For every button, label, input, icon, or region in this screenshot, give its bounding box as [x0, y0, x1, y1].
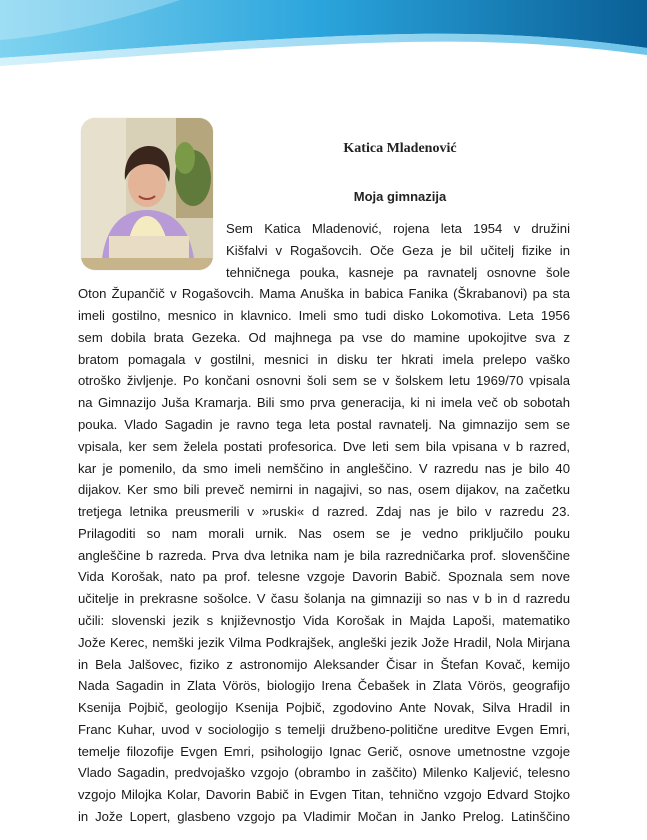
body-line: otroško življenje. Po končani osnovni šoli sem se v šolskem letu 1969/70 vpisala — [78, 373, 570, 388]
body-line: temelje filozofije Evgen Emri, psihologijo Ignac Gerič, osnove umetnostne vzgoje — [78, 744, 570, 759]
body-line: in Bela Jalšovec, fiziko z astronomijo Aleksander Čisar in Štefan Kovač, kemijo — [78, 657, 570, 672]
body-line: vpisala, ker sem želela postati profesorica. Dve leti sem bila vpisana v b razred, — [78, 439, 570, 454]
article-title: Katica Mladenović — [343, 141, 457, 156]
body-line: vzgojo Milojka Kolar, Davorin Babič in Evgen Titan, tehnično vzgojo Edvard Stojko — [78, 787, 570, 802]
body-line: bratom pomagala v gostilni, mesnici in disku ter hkrati imela prelepo vaško — [78, 352, 570, 367]
body-line: tretjega letnika preusmerili v »ruski« d razred. Zdaj nas je bilo v razredu 23. — [78, 504, 570, 519]
body-line: Vlado Sagadin, predvojaško vzgojo (obrambo in zaščito) Milenko Kaljević, telesno — [78, 765, 570, 780]
author-photo — [81, 118, 213, 270]
body-line: pouka. Vlado Sagadin je ravno tega leta postal ravnatelj. Na gimnazijo sem se — [78, 417, 570, 432]
body-line: učili: slovenski jezik s književnostjo Vida Korošak in Majda Lapoši, matematiko — [78, 613, 570, 628]
body-line: Vida Korošak, nato pa prof. telesne vzgoje Davorin Babič. Spoznala sem nove — [78, 569, 570, 584]
body-line: tehničnega pouka, kasneje pa ravnatelj osnovne šole — [226, 265, 570, 280]
body-line: Kišfalvi v Rogašovcih. Oče Geza je bil učitelj fizike in — [226, 243, 570, 258]
body-line: na Gimnazijo Juša Kramarja. Bili smo prva generacija, ki ni imela več ob sobotah — [78, 395, 570, 410]
body-line: Oton Župančič v Rogašovcih. Mama Anuška in babica Fanika (Škrabanovi) pa sta — [78, 286, 570, 301]
body-line: angleščine b razreda. Prva dva letnika nam je bila razredničarka prof. slovenščine — [78, 548, 570, 563]
body-line: učitelje in prekrasne sošolce. V času šolanja na gimnaziji so nas v b in d razredu — [78, 591, 570, 606]
body-line: dijakov. Ker smo bili preveč nemirni in nagajivi, so nas, osem dijakov, na začetku — [78, 482, 570, 497]
header-decoration — [0, 0, 647, 70]
body-line: Nada Sagadin in Zlata Vörös, biologijo Irena Čebašek in Zlata Vörös, geografijo — [78, 678, 570, 693]
body-line: Jože Kerec, nemški jezik Vilma Podkrajšek, angleški jezik Jože Hradil, Nola Mirjana — [78, 635, 570, 650]
body-line: kar je pomenilo, da smo imeli nemščino in angleščino. V razredu nas je bilo 40 — [78, 461, 570, 476]
body-line: imeli gostilno, mesnico in klavnico. Imeli smo tudi disko Lokomotiva. Leta 1956 — [78, 308, 570, 323]
body-line: Ksenija Pojbič, geologijo Ksenija Pojbič, zgodovino Ante Novak, Silva Hradil in — [78, 700, 570, 715]
body-line: Sem Katica Mladenović, rojena leta 1954 v družini — [226, 221, 570, 236]
body-line: Prilagoditi so nam morali urnik. Nas osem se je vedno priključilo pouku — [78, 526, 570, 541]
article-subtitle: Moja gimnazija — [353, 189, 447, 204]
portrait-photo-icon — [81, 118, 213, 270]
body-line: in Jože Lopert, glasbeno vzgojo pa Vladimir Močan in Janko Prelog. Latinščino — [78, 809, 570, 824]
body-line: Franc Kuhar, uvod v sociologijo s temelji družbeno-politične ureditve Evgen Emri, — [78, 722, 570, 737]
body-line: sem dobila brata Gezeka. Od majhnega pa vse do mamine upokojitve sva z — [78, 330, 570, 345]
